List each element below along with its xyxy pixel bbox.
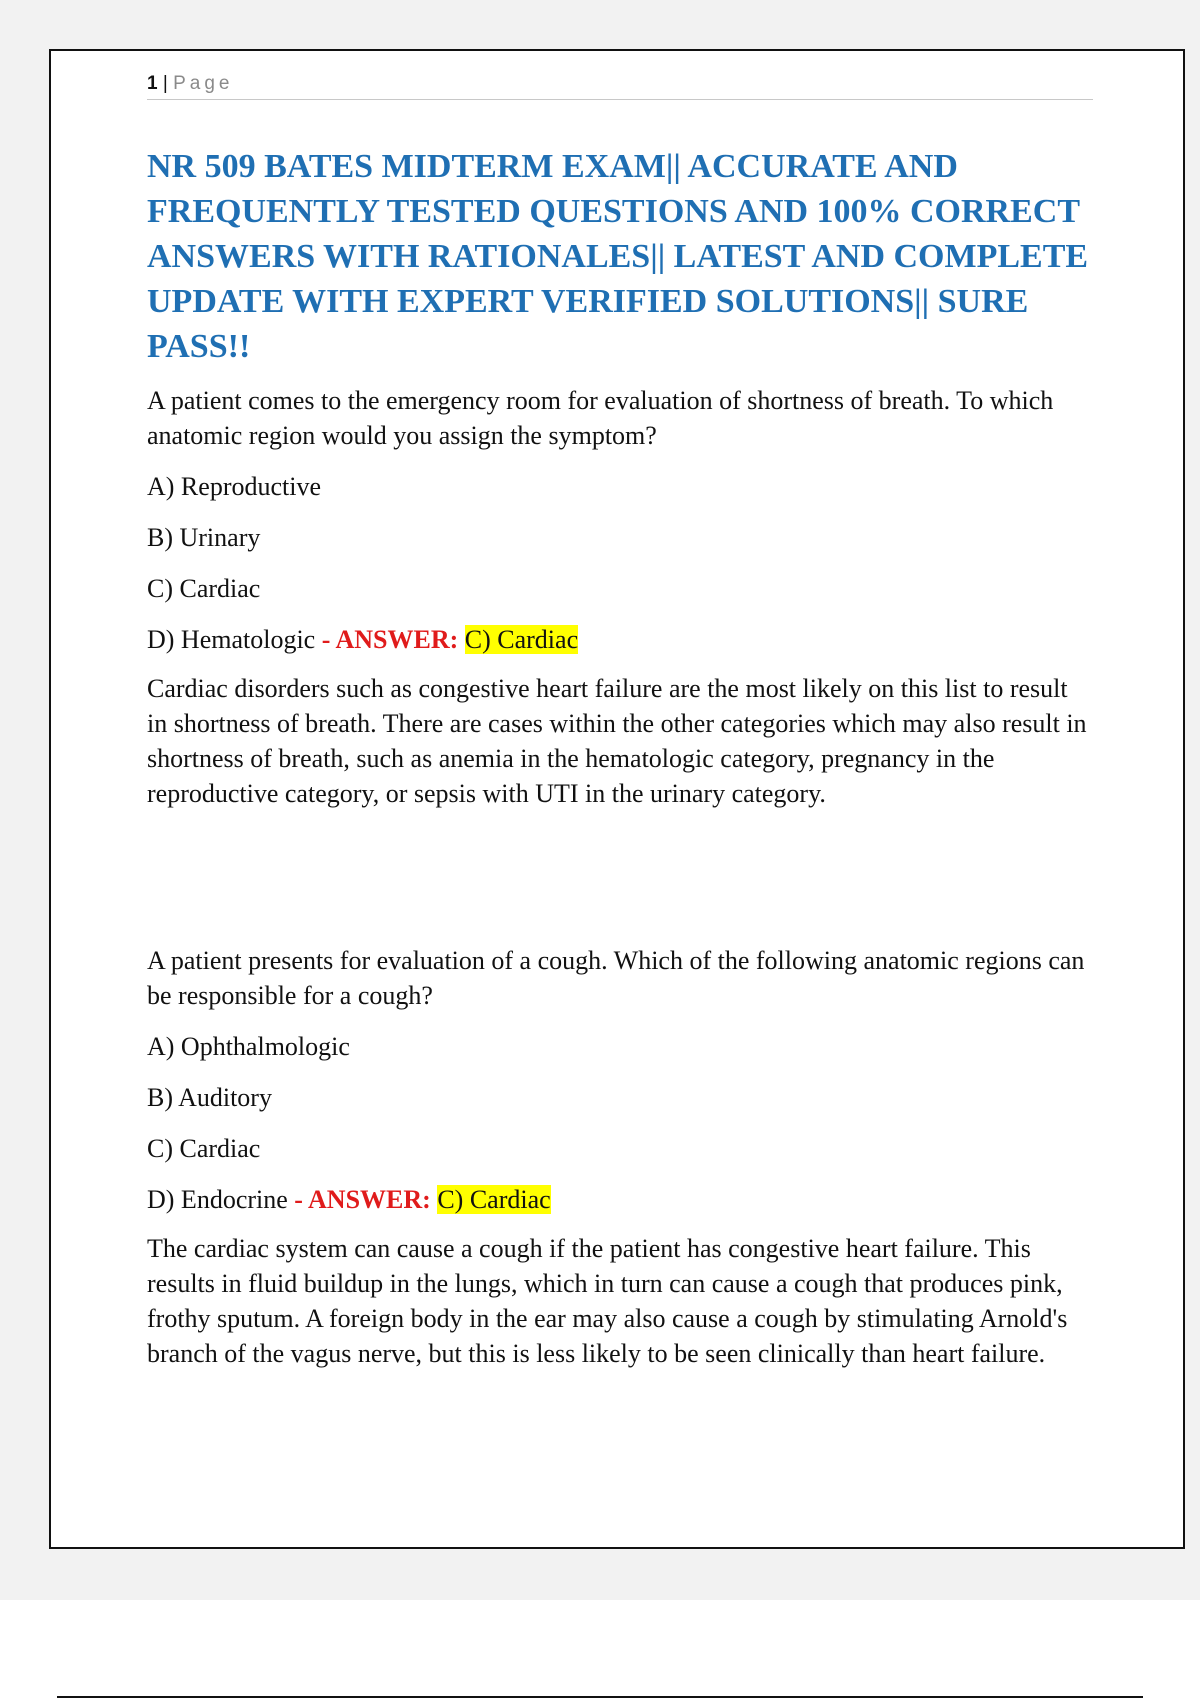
option-d-with-answer: [147, 622, 1093, 657]
answer-dash: -: [315, 625, 336, 654]
page-word: Page: [173, 73, 234, 94]
page-number: 1: [147, 73, 158, 94]
answer-dash: -: [287, 1185, 309, 1214]
page-content: [147, 73, 1093, 1371]
option-a: A) Ophthalmologic: [147, 1032, 350, 1061]
answer-label: ANSWER:: [308, 1185, 431, 1214]
option-a: A) Reproductive: [147, 472, 322, 501]
answer-label: ANSWER:: [335, 625, 459, 654]
next-page-top-rule: [57, 1696, 1143, 1698]
option-b: B) Urinary: [147, 523, 261, 552]
option-d: D) Hematologic: [147, 625, 316, 654]
option-d-with-answer: [147, 1182, 1093, 1217]
question-stem: A patient presents for evaluation of a cough. Which of the following anatomic regions can be responsible for a cough?: [147, 946, 1085, 1010]
rationale: Cardiac disorders such as congestive heart failure are the most likely on this list to result in shortness of breath. There are cases within the other categories which may also result in shortness of breath, such as anemia in the hematologic category, pregnancy in the reproductive category, or sepsis with UTI in the urinary category.: [147, 674, 1087, 808]
page-header: [147, 73, 1093, 100]
document-title: NR 509 BATES MIDTERM EXAM|| ACCURATE AND FREQUENTLY TESTED QUESTIONS AND 100% CORRECT ANSWERS WITH RATIONALES|| LATEST AND COMPLETE UPDATE WITH EXPERT VERIFIED SOLUTIONS|| SURE PASS!!: [147, 148, 1089, 365]
spacer: [147, 811, 1093, 929]
page-separator: |: [162, 73, 168, 94]
answer-value: C) Cardiac: [437, 1185, 551, 1214]
rationale: The cardiac system can cause a cough if the patient has congestive heart failure. This results in fluid buildup in the lungs, which in turn can cause a cough that produces pink, frothy sputum. A foreign body in the ear may also cause a cough by stimulating Arnold's branch of the vagus nerve, but this is less likely to be seen clinically than heart failure.: [147, 1234, 1068, 1368]
option-d: D) Endocrine: [147, 1185, 288, 1214]
question-block-2: [147, 943, 1093, 1371]
option-c: C) Cardiac: [147, 574, 261, 603]
question-stem: A patient comes to the emergency room for evaluation of shortness of breath. To which anatomic region would you assign the symptom?: [147, 386, 1054, 450]
document-page: [49, 49, 1185, 1549]
answer-value: C) Cardiac: [464, 625, 579, 654]
option-b: B) Auditory: [147, 1083, 272, 1112]
question-block-1: [147, 383, 1093, 811]
option-c: C) Cardiac: [147, 1134, 261, 1163]
